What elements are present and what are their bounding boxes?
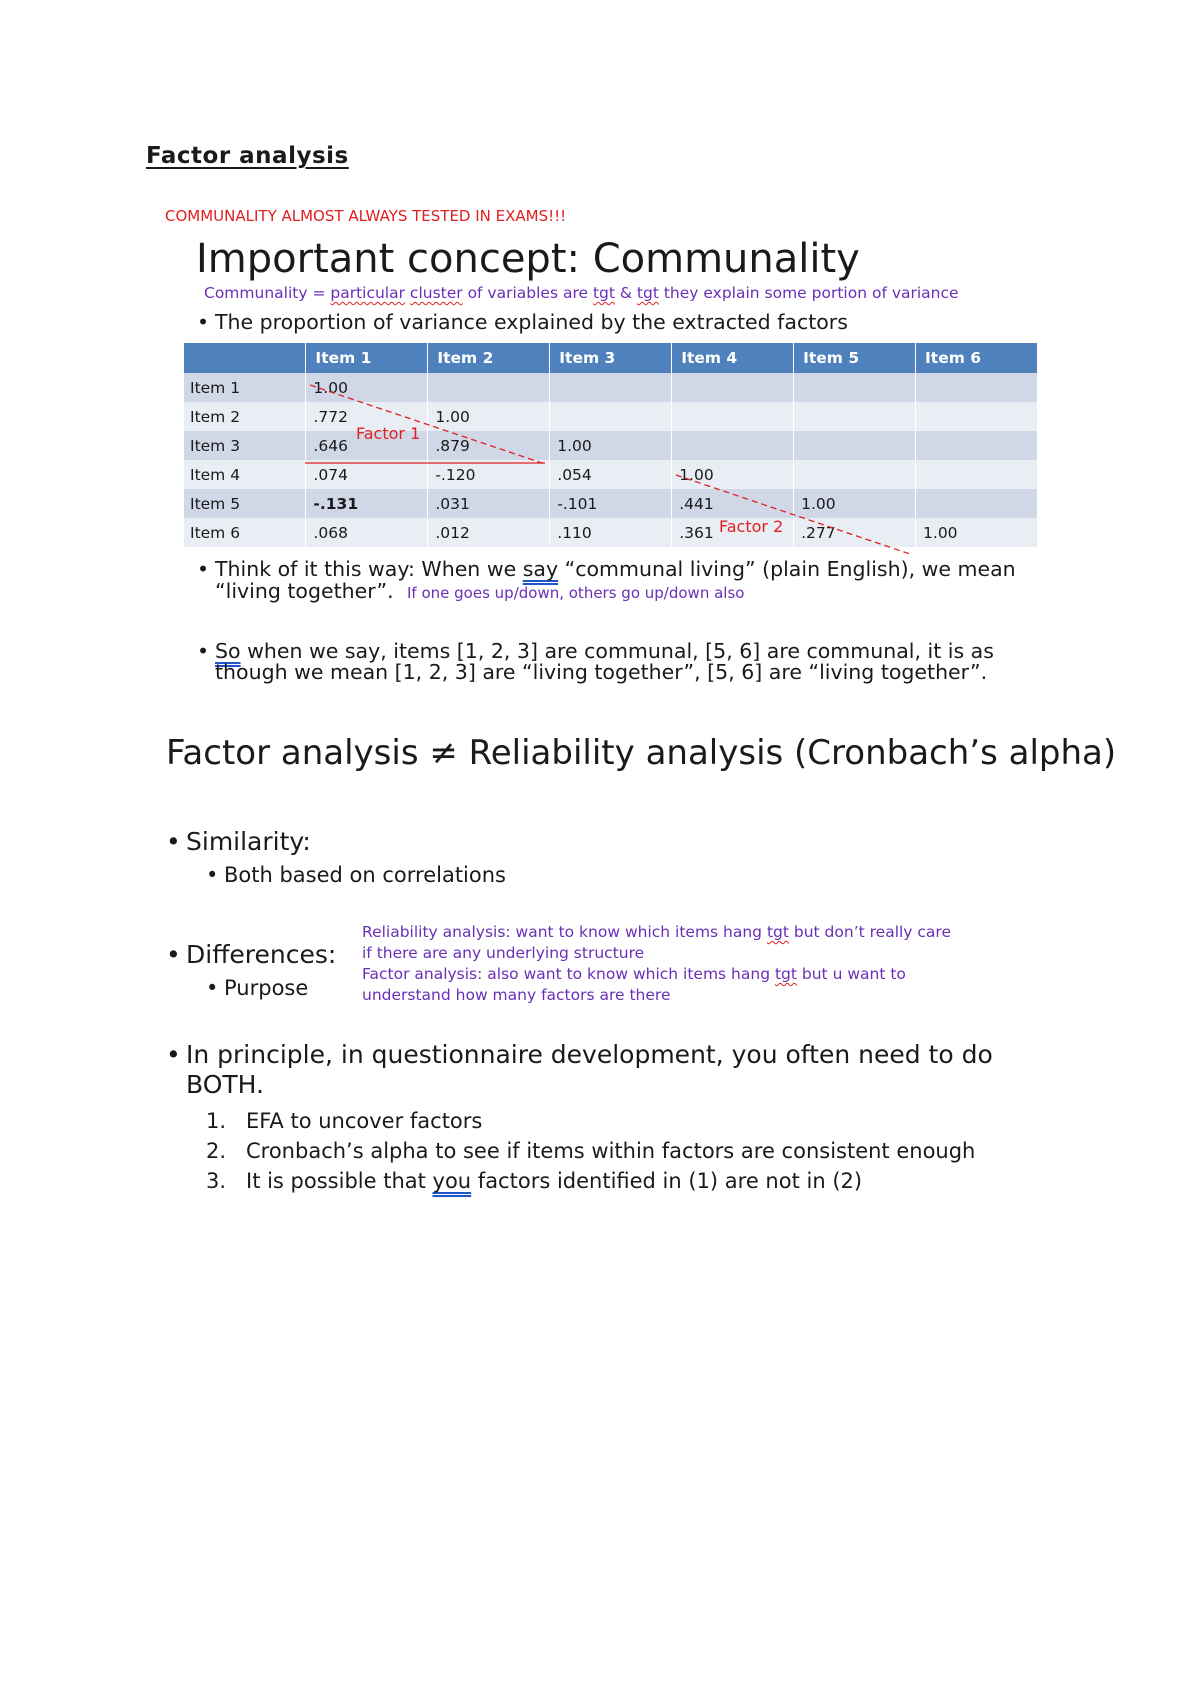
- table-header-cell: Item 2: [428, 343, 550, 373]
- principle-line2: BOTH.: [186, 1070, 264, 1099]
- factor-analysis-note: [362, 964, 906, 1006]
- think-text: Think of it this way: When we: [215, 557, 523, 581]
- table-header-cell: Item 1: [306, 343, 428, 373]
- note-part: particular: [330, 284, 405, 302]
- row-label: Item 4: [184, 460, 306, 489]
- table-cell: -.131: [306, 489, 428, 518]
- table-cell: .646: [306, 431, 428, 460]
- table-cell: .879: [428, 431, 550, 460]
- so-line1: [197, 641, 994, 662]
- note-text: but u want to: [796, 965, 906, 983]
- bullet-icon: •: [197, 557, 210, 581]
- table-cell: 1.00: [794, 489, 916, 518]
- table-cell: 1.00: [428, 402, 550, 431]
- factor1-diagonal-line: [310, 385, 545, 464]
- row-label: Item 1: [184, 373, 306, 402]
- table-header-cell: Item 4: [672, 343, 794, 373]
- think-text: “communal living” (plain English), we mean: [558, 557, 1016, 581]
- differences-sub-bullet: [206, 976, 308, 1000]
- fa-note-line2: understand how many factors are there: [362, 986, 671, 1004]
- similarity-label: Similarity:: [186, 827, 311, 856]
- note-text: Factor analysis: also want to know which items hang: [362, 965, 775, 983]
- table-header-cell: Item 5: [794, 343, 916, 373]
- bullet-icon: •: [166, 1040, 181, 1069]
- list-item: [206, 1106, 975, 1136]
- bullet-icon: •: [197, 310, 210, 334]
- note-text: tgt: [766, 923, 789, 941]
- so-line2: though we mean [1, 2, 3] are “living together”, [5, 6] are “living together”.: [215, 660, 988, 684]
- row-label: Item 6: [184, 518, 306, 547]
- reliability-note-line2: if there are any underlying structure: [362, 944, 645, 962]
- think-line1: [197, 558, 1016, 580]
- note-text: tgt: [774, 965, 797, 983]
- principle-line1: [166, 1040, 993, 1070]
- table-cell: .361: [672, 518, 794, 547]
- steps-list: [206, 1106, 975, 1196]
- so-word: So: [215, 639, 241, 663]
- note-part: cluster: [409, 284, 463, 302]
- step-text: factors identified in (1) are not in (2): [471, 1169, 863, 1193]
- list-item: [206, 1136, 975, 1166]
- differences-label: Differences:: [186, 940, 337, 969]
- note-part: tgt: [592, 284, 615, 302]
- slide1-title: Important concept: Communality: [196, 236, 860, 282]
- table-cell: .441: [672, 489, 794, 518]
- list-item: [206, 1166, 975, 1196]
- exam-note: COMMUNALITY ALMOST ALWAYS TESTED IN EXAMS!!!: [165, 207, 567, 225]
- step-text: EFA to uncover factors: [246, 1109, 483, 1133]
- note-text: Reliability analysis: want to know which items hang: [362, 923, 767, 941]
- table-cell: .054: [550, 460, 672, 489]
- factor2-label: Factor 2: [719, 517, 784, 536]
- reliability-note: [362, 922, 951, 964]
- bullet-icon: •: [166, 827, 181, 856]
- table-cell: .031: [428, 489, 550, 518]
- step-text: It is possible that: [246, 1169, 433, 1193]
- differences-sub-text: Purpose: [224, 976, 309, 1000]
- row-label: Item 3: [184, 431, 306, 460]
- table-cell: 1.00: [550, 431, 672, 460]
- think-say-word: say: [522, 557, 559, 581]
- so-bullet: [197, 641, 994, 683]
- fa-note-line1: [362, 964, 906, 985]
- step-number: 1.: [206, 1109, 227, 1133]
- note-part: &: [614, 284, 637, 302]
- row-label: Item 2: [184, 402, 306, 431]
- bullet-icon: •: [206, 976, 219, 1000]
- differences-bullet: [166, 940, 336, 969]
- similarity-bullet: [166, 827, 311, 856]
- table-cell: .068: [306, 518, 428, 547]
- think-line2: “living together”.: [215, 579, 394, 603]
- table-cell: .110: [550, 518, 672, 547]
- table-header-cell: Item 3: [550, 343, 672, 373]
- table-cell: -.120: [428, 460, 550, 489]
- table-cell: .074: [306, 460, 428, 489]
- step-number: 2.: [206, 1139, 227, 1163]
- principle-text: In principle, in questionnaire development, you often need to do: [186, 1040, 993, 1069]
- slide2-title: Factor analysis ≠ Reliability analysis (Cronbach’s alpha): [166, 733, 1117, 773]
- table-cell: 1.00: [306, 373, 428, 402]
- step-number: 3.: [206, 1169, 227, 1193]
- table-cell: .772: [306, 402, 428, 431]
- bullet-icon: •: [166, 940, 181, 969]
- table-cell: 1.00: [916, 518, 1038, 547]
- table-cell: 1.00: [672, 460, 794, 489]
- similarity-sub-bullet: [206, 863, 506, 887]
- table-cell: .277: [794, 518, 916, 547]
- note-text: but don’t really care: [788, 923, 951, 941]
- factor2-diagonal-line: [676, 475, 910, 554]
- document-title: Factor analysis: [146, 143, 349, 169]
- note-part: they explain some portion of variance: [658, 284, 959, 302]
- step-text: Cronbach’s alpha to see if items within factors are consistent enough: [246, 1139, 976, 1163]
- table-header-cell: Item 6: [916, 343, 1038, 373]
- principle-bullet: [166, 1040, 993, 1100]
- bullet-icon: •: [206, 863, 219, 887]
- bullet-icon: •: [197, 639, 210, 663]
- step-you-word: you: [432, 1169, 472, 1193]
- bullet-text: The proportion of variance explained by the extracted factors: [215, 310, 848, 334]
- note-part: tgt: [636, 284, 659, 302]
- note-part: of variables are: [462, 284, 593, 302]
- table-cell: .012: [428, 518, 550, 547]
- so-text: when we say, items [1, 2, 3] are communal, [5, 6] are communal, it is as: [240, 639, 994, 663]
- reliability-note-line1: [362, 922, 951, 943]
- note-part: Communality =: [204, 284, 331, 302]
- similarity-sub-text: Both based on correlations: [224, 863, 506, 887]
- table-cell: -.101: [550, 489, 672, 518]
- row-label: Item 5: [184, 489, 306, 518]
- factor1-label: Factor 1: [356, 424, 421, 443]
- think-note: If one goes up/down, others go up/down also: [407, 584, 745, 602]
